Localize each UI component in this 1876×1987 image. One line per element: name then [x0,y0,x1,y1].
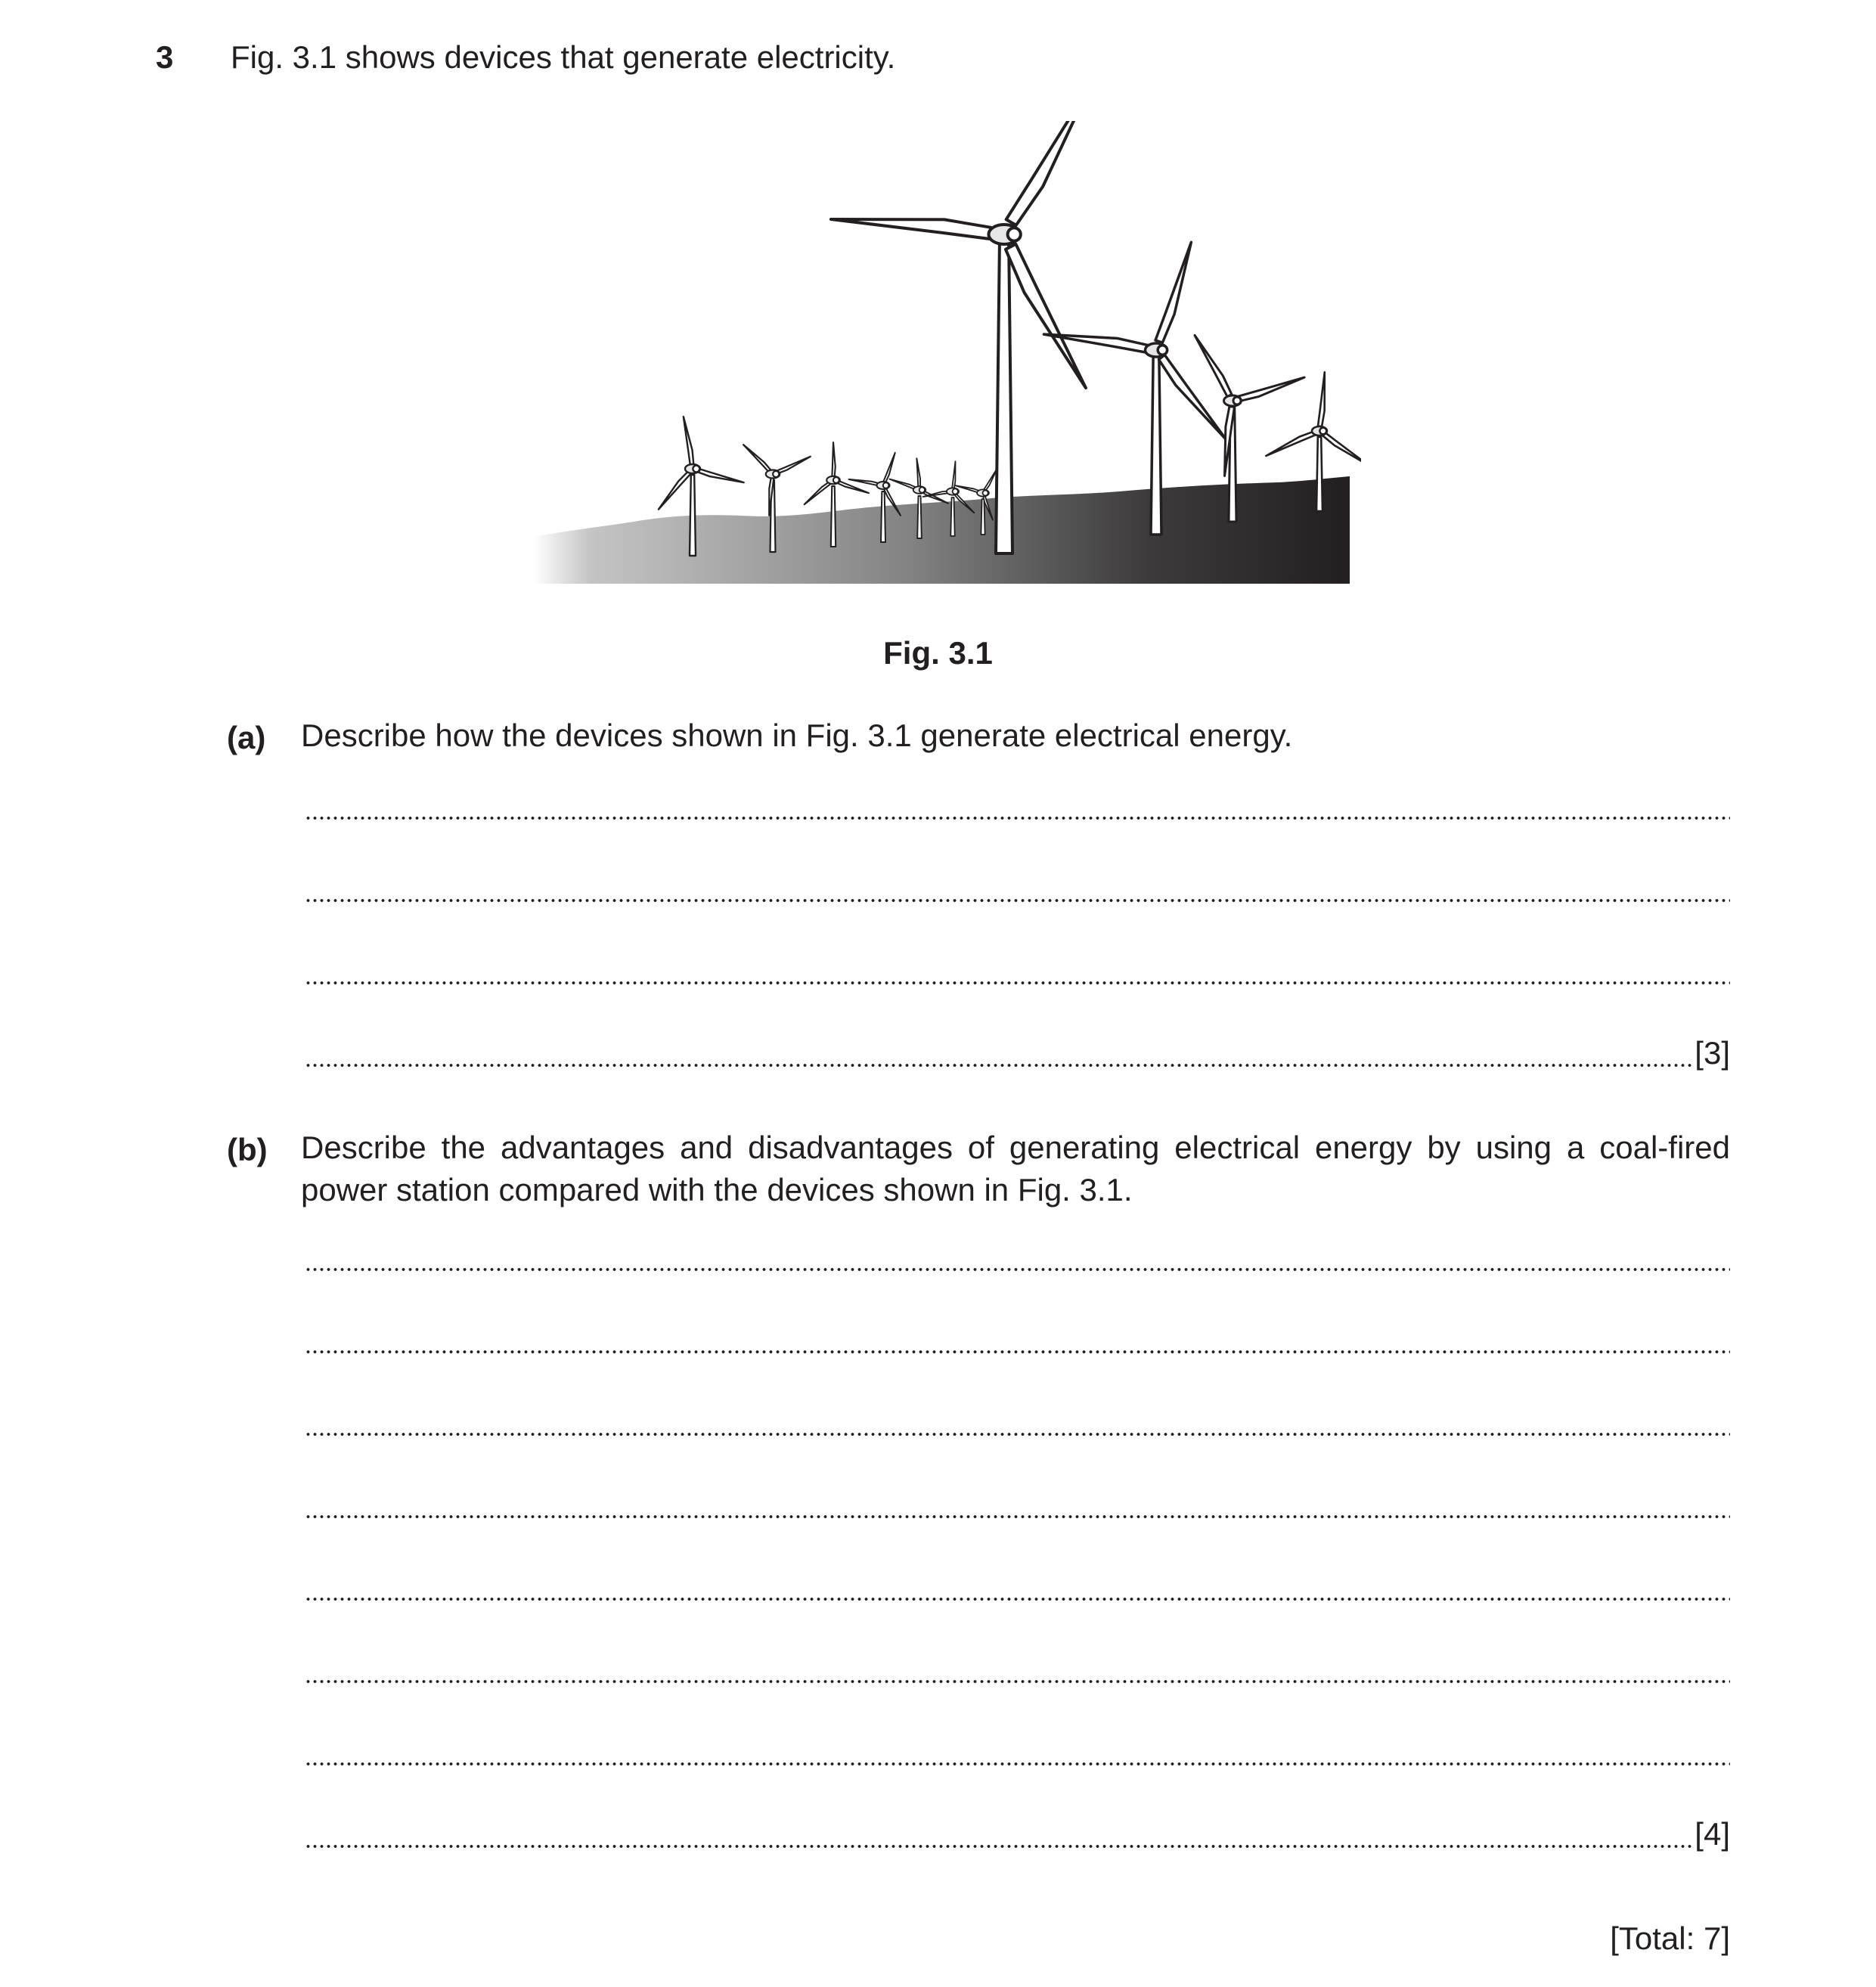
dotted-line [305,1268,1730,1271]
answer-line[interactable] [305,1731,1730,1773]
dotted-line [305,1515,1730,1518]
dotted-line [305,1064,1693,1067]
answer-line[interactable] [305,1648,1730,1691]
question-number: 3 [156,39,174,75]
figure-caption: Fig. 3.1 [883,635,993,671]
wind-turbines-illustration [529,121,1361,590]
part-b-question: Describe the advantages and disadvantages of generating electrical energy by using a coal-fired power station compared with the devices shown in Fig. 3.1. [301,1130,1730,1207]
part-a-label: (a) [227,720,266,755]
part-a-question: Describe how the devices shown in Fig. 3.1 generate electrical energy. [301,718,1293,753]
answer-line[interactable] [305,1483,1730,1526]
dotted-line [305,981,1730,984]
dotted-line [305,1433,1730,1436]
answer-line[interactable] [305,1032,1730,1074]
dotted-line [305,1680,1730,1683]
dotted-line [305,899,1730,902]
answer-line[interactable] [305,785,1730,827]
wind-turbine [831,121,1091,553]
dotted-line [305,1598,1730,1601]
part-marks: [3] [1695,1035,1730,1071]
total-marks: [Total: 7] [1610,1920,1730,1956]
dotted-line [305,1350,1730,1353]
part-b-label: (b) [227,1132,268,1167]
question-stem: Fig. 3.1 shows devices that generate electricity. [231,39,896,75]
answer-line[interactable] [305,1566,1730,1608]
answer-line[interactable] [305,867,1730,910]
answer-line[interactable] [305,1813,1730,1855]
answer-line[interactable] [305,1401,1730,1443]
part-marks: [4] [1695,1816,1730,1852]
dotted-line [305,817,1730,820]
dotted-line [305,1845,1693,1848]
dotted-line [305,1762,1730,1765]
answer-line[interactable] [305,1319,1730,1361]
answer-line[interactable] [305,1236,1730,1279]
answer-line[interactable] [305,950,1730,992]
